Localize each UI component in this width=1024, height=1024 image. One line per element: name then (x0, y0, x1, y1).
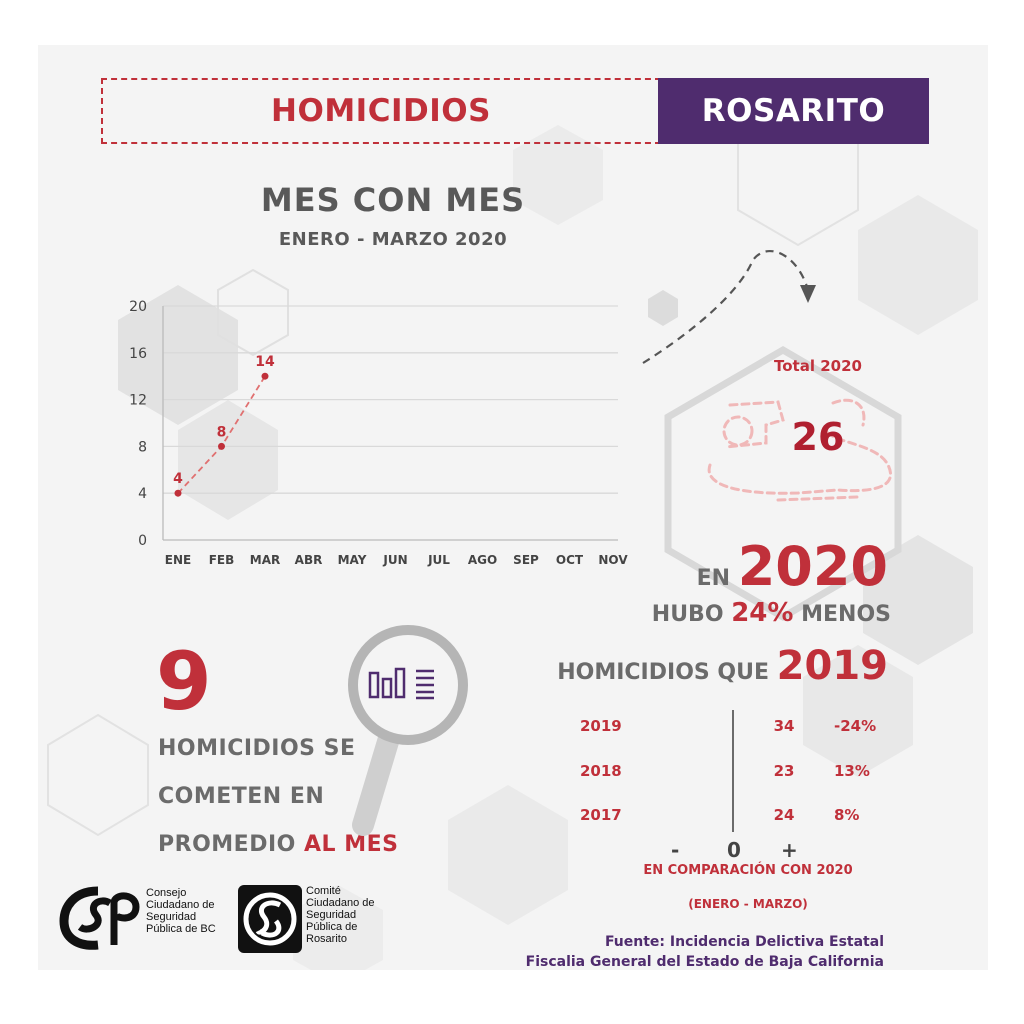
comparison-label: EN COMPARACIÓN CON 2020 (643, 863, 853, 878)
logo-line: Ciudadano de (146, 899, 215, 911)
y-tick-label: 12 (129, 392, 147, 409)
infographic-canvas (38, 45, 988, 970)
row-year: 2019 (580, 717, 622, 735)
comparison-pct-line (652, 598, 891, 628)
data-point (175, 490, 182, 497)
row-value: 24 (773, 806, 795, 824)
data-label: 14 (255, 354, 275, 371)
comparison-ref-year: 2019 (776, 643, 888, 689)
x-tick-label: JUL (428, 553, 450, 567)
average-al-mes: AL MES (304, 832, 399, 857)
comparison-menos: MENOS (801, 602, 891, 627)
row-pct: 8% (834, 806, 860, 824)
line-chart (38, 290, 638, 580)
row-year: 2018 (580, 762, 622, 780)
ccspr-logo-text (306, 885, 375, 945)
comparison-year: 2020 (737, 535, 888, 598)
data-point (218, 443, 225, 450)
axis-zero: 0 (727, 838, 741, 862)
total-value: 26 (791, 415, 845, 459)
ccspbc-logo-icon (58, 883, 143, 953)
y-tick-label: 20 (129, 299, 147, 315)
comparison-year-line (697, 535, 888, 598)
x-tick-label: OCT (555, 553, 584, 567)
data-point (262, 373, 269, 380)
y-tick-label: 0 (138, 533, 147, 549)
magnifier-icon (338, 625, 478, 845)
row-year: 2017 (580, 806, 622, 824)
total-label: Total 2020 (774, 357, 862, 375)
x-tick-label: FEB (208, 553, 235, 567)
row-value: 23 (773, 762, 795, 780)
x-tick-label: AGO (467, 553, 498, 567)
average-line-1: HOMICIDIOS SE (158, 736, 356, 761)
comparison-pct: 24% (731, 598, 794, 628)
ccspr-logo-icon (238, 885, 302, 953)
x-tick-label: NOV (598, 553, 628, 567)
header-city: ROSARITO (658, 78, 929, 144)
data-label: 8 (216, 424, 227, 441)
comparison-ref-line (557, 643, 888, 689)
logo-line: Comité (306, 885, 341, 897)
row-pct: -24% (834, 717, 877, 735)
header-title: HOMICIDIOS (271, 93, 491, 129)
logo-line: Pública de (306, 921, 358, 933)
x-tick-label: JUN (383, 553, 408, 567)
average-promedio: PROMEDIO (158, 832, 296, 857)
ccspbc-logo-text (146, 887, 216, 935)
logo-line: Consejo (146, 887, 187, 899)
logo-line: Seguridad (306, 909, 357, 921)
axis-plus: + (781, 838, 798, 862)
logo-line: Rosarito (306, 933, 347, 945)
x-tick-label: ABR (294, 553, 323, 567)
table-divider (732, 710, 734, 832)
logo-line: Ciudadano de (306, 897, 375, 909)
source-note (526, 932, 884, 970)
axis-minus: - (671, 838, 680, 862)
row-value: 34 (773, 717, 795, 735)
source-line-1: Fuente: Incidencia Delictiva Estatal (604, 934, 884, 950)
x-tick-label: MAY (337, 553, 367, 567)
y-tick-label: 8 (138, 439, 147, 456)
chart-subtitle: ENERO - MARZO 2020 (278, 229, 508, 250)
x-tick-label: MAR (249, 553, 281, 567)
average-line-2: COMETEN EN (158, 784, 325, 809)
comparison-hubo: HUBO (651, 602, 724, 627)
comparison-range: (ENERO - MARZO) (688, 897, 808, 911)
source-line-2: Fiscalia General del Estado de Baja California (525, 954, 884, 970)
x-tick-label: ENE (164, 553, 192, 567)
data-label: 4 (173, 471, 183, 488)
x-tick-label: SEP (513, 553, 539, 567)
row-pct: 13% (834, 762, 870, 780)
y-tick-label: 16 (129, 345, 147, 362)
y-tick-label: 4 (138, 486, 147, 503)
comparison-en: EN (696, 566, 731, 591)
average-number: 9 (156, 635, 212, 728)
logo-line: Seguridad (146, 911, 197, 923)
comparison-homicidios-que: HOMICIDIOS QUE (557, 660, 769, 685)
chart-title: MES CON MES (260, 181, 526, 219)
logo-line: Pública de BC (146, 923, 216, 935)
